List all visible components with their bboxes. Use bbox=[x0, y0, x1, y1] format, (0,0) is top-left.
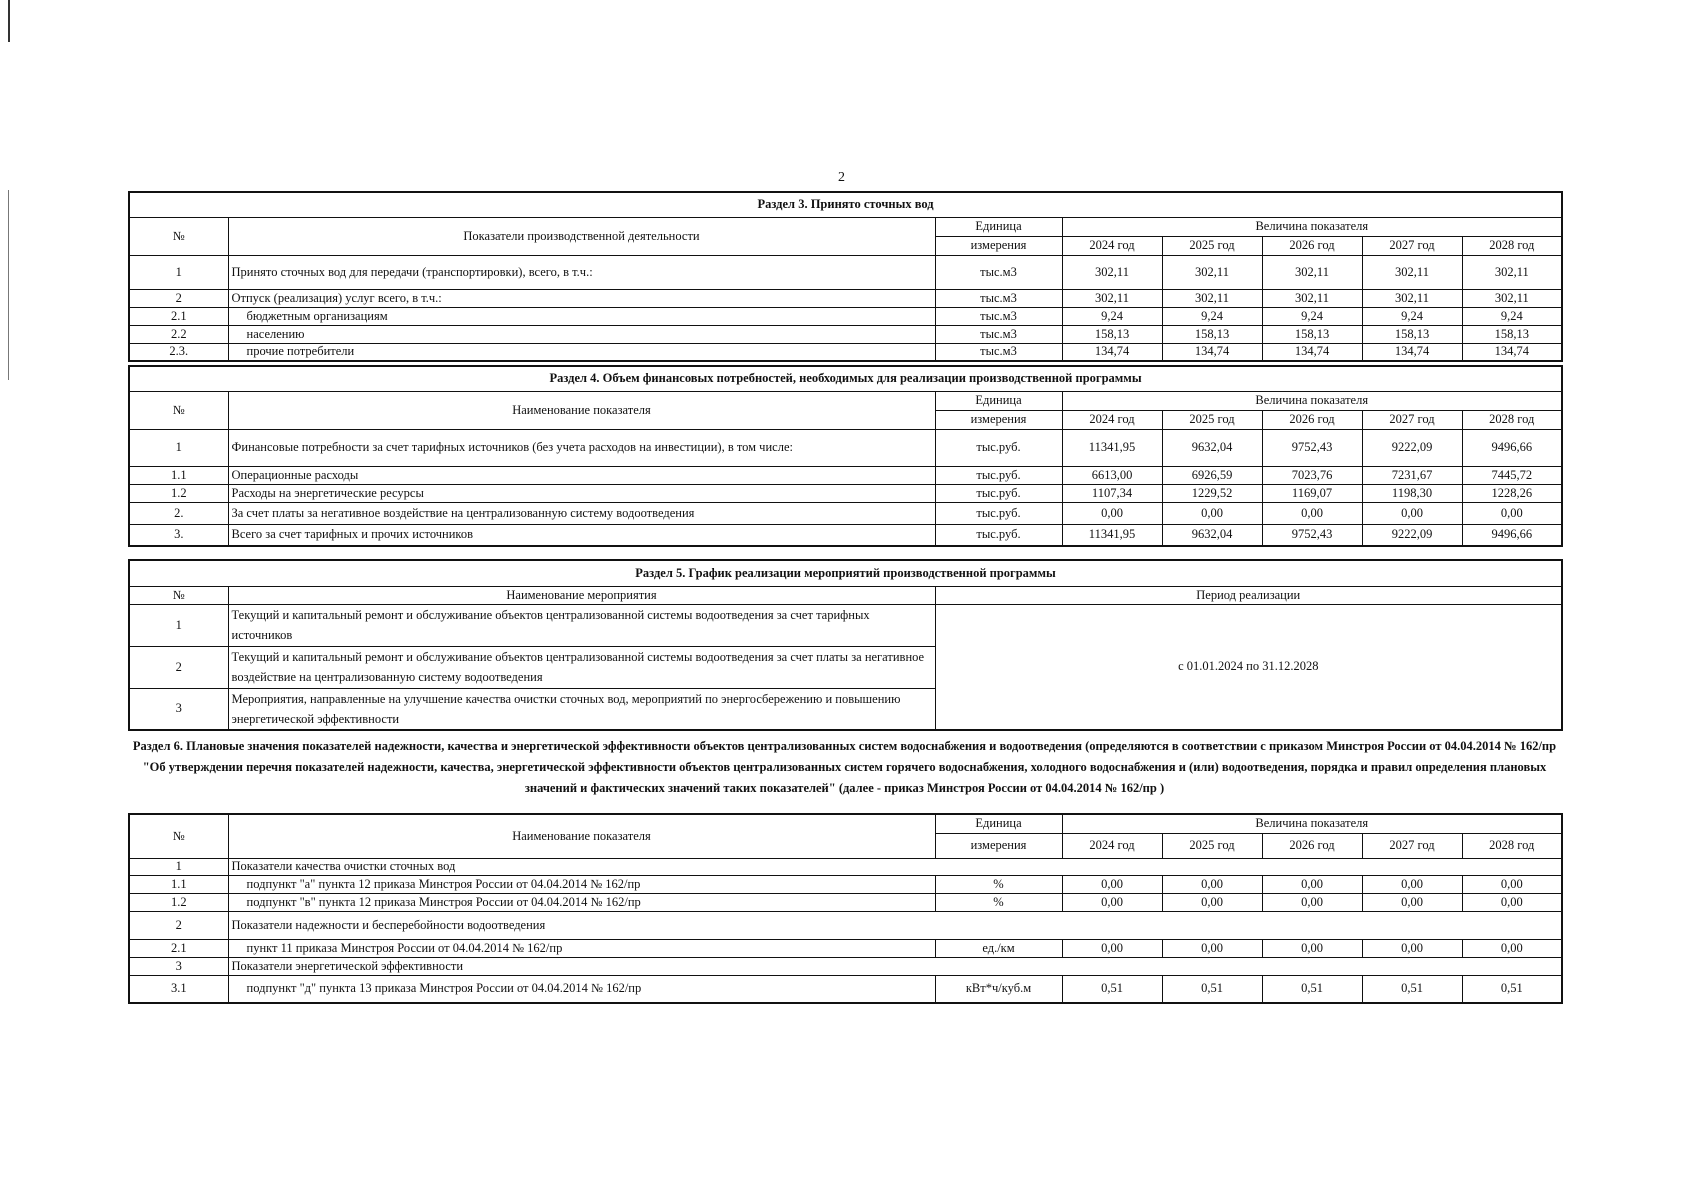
year-header: 2024 год bbox=[1062, 410, 1162, 429]
section-5-title: Раздел 5. График реализации мероприятий производственной программы bbox=[129, 560, 1562, 586]
row-group-name: Показатели качества очистки сточных вод bbox=[228, 858, 1562, 875]
year-header: 2025 год bbox=[1162, 410, 1262, 429]
row-unit: тыс.м3 bbox=[935, 325, 1062, 343]
row-value: 302,11 bbox=[1062, 289, 1162, 307]
section-4-table bbox=[128, 365, 1563, 547]
row-no: 2 bbox=[129, 289, 228, 307]
row-no: 3 bbox=[129, 957, 228, 975]
year-header: 2027 год bbox=[1362, 410, 1462, 429]
year-header: 2025 год bbox=[1162, 236, 1262, 255]
row-value: 9222,09 bbox=[1362, 524, 1462, 546]
table-row bbox=[129, 325, 1562, 343]
row-no: 1.2 bbox=[129, 484, 228, 502]
row-value: 0,00 bbox=[1362, 893, 1462, 911]
row-unit: тыс.м3 bbox=[935, 343, 1062, 361]
year-header: 2024 год bbox=[1062, 833, 1162, 858]
row-name: Всего за счет тарифных и прочих источников bbox=[228, 524, 935, 546]
table-row bbox=[129, 466, 1562, 484]
year-header: 2028 год bbox=[1462, 833, 1562, 858]
section-4-title: Раздел 4. Объем финансовых потребностей, необходимых для реализации производственной программы bbox=[129, 366, 1562, 391]
col-unit-header: Единица bbox=[935, 814, 1062, 833]
row-value: 0,51 bbox=[1062, 975, 1162, 1003]
row-name: населению bbox=[228, 325, 935, 343]
row-unit: тыс.руб. bbox=[935, 429, 1062, 466]
row-value: 302,11 bbox=[1262, 289, 1362, 307]
year-header: 2025 год bbox=[1162, 833, 1262, 858]
col-name-header: Наименование показателя bbox=[228, 814, 935, 858]
col-unit-header-2: измерения bbox=[935, 236, 1062, 255]
row-value: 0,00 bbox=[1362, 875, 1462, 893]
row-value: 134,74 bbox=[1462, 343, 1562, 361]
row-unit: тыс.руб. bbox=[935, 502, 1062, 524]
col-unit-header: Единица bbox=[935, 391, 1062, 410]
row-name: подпункт "а" пункта 12 приказа Минстроя России от 04.04.2014 № 162/пр bbox=[228, 875, 935, 893]
row-value: 158,13 bbox=[1462, 325, 1562, 343]
row-value: 11341,95 bbox=[1062, 524, 1162, 546]
col-no-header: № bbox=[129, 217, 228, 255]
row-no: 3. bbox=[129, 524, 228, 546]
col-unit-header-2: измерения bbox=[935, 833, 1062, 858]
row-no: 1.1 bbox=[129, 875, 228, 893]
row-no: 2.1 bbox=[129, 307, 228, 325]
row-value: 7023,76 bbox=[1262, 466, 1362, 484]
table-row bbox=[129, 502, 1562, 524]
row-name: Текущий и капитальный ремонт и обслуживание объектов централизованной системы водоотведения за счет тарифных источников bbox=[228, 604, 935, 646]
year-header: 2026 год bbox=[1262, 236, 1362, 255]
row-value: 0,00 bbox=[1362, 939, 1462, 957]
row-value: 302,11 bbox=[1462, 255, 1562, 289]
year-header: 2028 год bbox=[1462, 236, 1562, 255]
row-value: 302,11 bbox=[1162, 289, 1262, 307]
row-no: 2 bbox=[129, 646, 228, 688]
row-unit: тыс.м3 bbox=[935, 307, 1062, 325]
row-value: 1198,30 bbox=[1362, 484, 1462, 502]
col-no-header: № bbox=[129, 391, 228, 429]
year-header: 2028 год bbox=[1462, 410, 1562, 429]
row-value: 0,00 bbox=[1162, 893, 1262, 911]
year-header: 2024 год bbox=[1062, 236, 1162, 255]
col-period-header: Период реализации bbox=[935, 586, 1562, 604]
col-value-header: Величина показателя bbox=[1062, 391, 1562, 410]
row-group-name: Показатели надежности и бесперебойности водоотведения bbox=[228, 911, 1562, 939]
row-value: 9222,09 bbox=[1362, 429, 1462, 466]
row-value: 9752,43 bbox=[1262, 524, 1362, 546]
section-3-title: Раздел 3. Принято сточных вод bbox=[129, 192, 1562, 217]
row-group-name: Показатели энергетической эффективности bbox=[228, 957, 1562, 975]
row-value: 0,00 bbox=[1262, 502, 1362, 524]
row-name: прочие потребители bbox=[228, 343, 935, 361]
row-value: 9,24 bbox=[1262, 307, 1362, 325]
row-unit: % bbox=[935, 893, 1062, 911]
row-value: 9,24 bbox=[1062, 307, 1162, 325]
table-row bbox=[129, 893, 1562, 911]
row-no: 1 bbox=[129, 429, 228, 466]
section-6-table bbox=[128, 813, 1563, 1004]
section-3-table bbox=[128, 191, 1563, 362]
row-no: 1 bbox=[129, 604, 228, 646]
row-no: 1.1 bbox=[129, 466, 228, 484]
row-unit: тыс.руб. bbox=[935, 484, 1062, 502]
row-value: 1107,34 bbox=[1062, 484, 1162, 502]
row-value: 0,00 bbox=[1062, 502, 1162, 524]
row-name: подпункт "в" пункта 12 приказа Минстроя России от 04.04.2014 № 162/пр bbox=[228, 893, 935, 911]
row-value: 302,11 bbox=[1362, 255, 1462, 289]
col-name-header: Наименование показателя bbox=[228, 391, 935, 429]
row-value: 9,24 bbox=[1362, 307, 1462, 325]
row-value: 9632,04 bbox=[1162, 429, 1262, 466]
row-value: 0,00 bbox=[1162, 502, 1262, 524]
row-value: 0,00 bbox=[1462, 502, 1562, 524]
col-no-header: № bbox=[129, 814, 228, 858]
row-value: 158,13 bbox=[1162, 325, 1262, 343]
row-no: 2 bbox=[129, 911, 228, 939]
section-5-table bbox=[128, 559, 1563, 731]
year-header: 2026 год bbox=[1262, 410, 1362, 429]
row-value: 0,00 bbox=[1462, 875, 1562, 893]
row-value: 0,00 bbox=[1162, 939, 1262, 957]
row-value: 0,51 bbox=[1362, 975, 1462, 1003]
row-value: 9632,04 bbox=[1162, 524, 1262, 546]
row-unit: % bbox=[935, 875, 1062, 893]
row-value: 9496,66 bbox=[1462, 524, 1562, 546]
row-no: 3.1 bbox=[129, 975, 228, 1003]
table-row bbox=[129, 343, 1562, 361]
table-row bbox=[129, 957, 1562, 975]
row-value: 302,11 bbox=[1062, 255, 1162, 289]
row-value: 0,51 bbox=[1162, 975, 1262, 1003]
row-value: 0,00 bbox=[1262, 893, 1362, 911]
row-unit: тыс.м3 bbox=[935, 289, 1062, 307]
row-value: 0,00 bbox=[1062, 893, 1162, 911]
page-number: 2 bbox=[838, 170, 845, 185]
row-value: 158,13 bbox=[1262, 325, 1362, 343]
table-row bbox=[129, 858, 1562, 875]
row-value: 9752,43 bbox=[1262, 429, 1362, 466]
table-row bbox=[129, 255, 1562, 289]
row-value: 134,74 bbox=[1062, 343, 1162, 361]
col-name-header: Показатели производственной деятельности bbox=[228, 217, 935, 255]
col-no-header: № bbox=[129, 586, 228, 604]
row-unit: тыс.руб. bbox=[935, 466, 1062, 484]
table-row bbox=[129, 484, 1562, 502]
row-value: 1228,26 bbox=[1462, 484, 1562, 502]
row-value: 302,11 bbox=[1362, 289, 1462, 307]
section-6-title: Раздел 6. Плановые значения показателей надежности, качества и энергетической эффективности объектов централизованных систем водоснабжения и водоотведения (определяются в соответствии с приказом Минстроя России от 04.04.2014 № 162/пр "Об утверждении перечня показателей надежности, качества, энергетической эффективности объектов централизованных систем горячего водоснабжения, холодного водоснабжения и (или) водоотведения, порядка и правил определения плановых значений и фактических значений таких показателей" (далее - приказ Минстроя России от 04.04.2014 № 162/пр ) bbox=[132, 739, 1557, 795]
row-unit: кВт*ч/куб.м bbox=[935, 975, 1062, 1003]
row-name: Операционные расходы bbox=[228, 466, 935, 484]
row-name: Принято сточных вод для передачи (транспортировки), всего, в т.ч.: bbox=[228, 255, 935, 289]
row-value: 0,00 bbox=[1162, 875, 1262, 893]
row-value: 0,00 bbox=[1262, 875, 1362, 893]
row-value: 7445,72 bbox=[1462, 466, 1562, 484]
table-row bbox=[129, 289, 1562, 307]
row-value: 302,11 bbox=[1262, 255, 1362, 289]
row-unit: тыс.м3 bbox=[935, 255, 1062, 289]
table-row bbox=[129, 911, 1562, 939]
row-name: пункт 11 приказа Минстроя России от 04.04.2014 № 162/пр bbox=[228, 939, 935, 957]
table-row bbox=[129, 524, 1562, 546]
row-value: 302,11 bbox=[1462, 289, 1562, 307]
table-row bbox=[129, 307, 1562, 325]
row-value: 302,11 bbox=[1162, 255, 1262, 289]
table-row bbox=[129, 975, 1562, 1003]
row-name: За счет платы за негативное воздействие на централизованную систему водоотведения bbox=[228, 502, 935, 524]
period-value: с 01.01.2024 по 31.12.2028 bbox=[935, 604, 1562, 730]
table-row bbox=[129, 604, 1562, 646]
row-value: 0,00 bbox=[1462, 893, 1562, 911]
row-value: 0,00 bbox=[1362, 502, 1462, 524]
row-value: 9496,66 bbox=[1462, 429, 1562, 466]
row-no: 1 bbox=[129, 255, 228, 289]
row-no: 2. bbox=[129, 502, 228, 524]
row-name: подпункт "д" пункта 13 приказа Минстроя России от 04.04.2014 № 162/пр bbox=[228, 975, 935, 1003]
row-value: 0,51 bbox=[1462, 975, 1562, 1003]
row-value: 134,74 bbox=[1162, 343, 1262, 361]
row-value: 6926,59 bbox=[1162, 466, 1262, 484]
row-value: 134,74 bbox=[1362, 343, 1462, 361]
row-unit: ед./км bbox=[935, 939, 1062, 957]
col-value-header: Величина показателя bbox=[1062, 217, 1562, 236]
row-value: 1169,07 bbox=[1262, 484, 1362, 502]
row-no: 1.2 bbox=[129, 893, 228, 911]
scan-edge-mark bbox=[8, 190, 9, 380]
row-value: 11341,95 bbox=[1062, 429, 1162, 466]
table-row bbox=[129, 429, 1562, 466]
row-no: 2.2 bbox=[129, 325, 228, 343]
col-unit-header: Единица bbox=[935, 217, 1062, 236]
row-name: Текущий и капитальный ремонт и обслуживание объектов централизованной системы водоотведения за счет платы за негативное воздействие на централизованную систему водоотведения bbox=[228, 646, 935, 688]
row-value: 0,00 bbox=[1062, 939, 1162, 957]
row-value: 9,24 bbox=[1162, 307, 1262, 325]
table-row bbox=[129, 875, 1562, 893]
row-value: 1229,52 bbox=[1162, 484, 1262, 502]
row-value: 0,51 bbox=[1262, 975, 1362, 1003]
row-no: 1 bbox=[129, 858, 228, 875]
year-header: 2027 год bbox=[1362, 236, 1462, 255]
row-value: 134,74 bbox=[1262, 343, 1362, 361]
row-no: 2.1 bbox=[129, 939, 228, 957]
col-value-header: Величина показателя bbox=[1062, 814, 1562, 833]
row-value: 0,00 bbox=[1262, 939, 1362, 957]
row-value: 9,24 bbox=[1462, 307, 1562, 325]
row-value: 158,13 bbox=[1062, 325, 1162, 343]
col-name-header: Наименование мероприятия bbox=[228, 586, 935, 604]
row-value: 158,13 bbox=[1362, 325, 1462, 343]
row-name: Отпуск (реализация) услуг всего, в т.ч.: bbox=[228, 289, 935, 307]
table-row bbox=[129, 939, 1562, 957]
row-name: Финансовые потребности за счет тарифных источников (без учета расходов на инвестиции), в том числе: bbox=[228, 429, 935, 466]
row-value: 6613,00 bbox=[1062, 466, 1162, 484]
row-value: 7231,67 bbox=[1362, 466, 1462, 484]
row-name: Расходы на энергетические ресурсы bbox=[228, 484, 935, 502]
scan-edge-mark bbox=[8, 0, 10, 42]
row-name: бюджетным организациям bbox=[228, 307, 935, 325]
row-no: 3 bbox=[129, 688, 228, 730]
row-value: 0,00 bbox=[1062, 875, 1162, 893]
year-header: 2027 год bbox=[1362, 833, 1462, 858]
row-no: 2.3. bbox=[129, 343, 228, 361]
row-unit: тыс.руб. bbox=[935, 524, 1062, 546]
row-value: 0,00 bbox=[1462, 939, 1562, 957]
col-unit-header-2: измерения bbox=[935, 410, 1062, 429]
row-name: Мероприятия, направленные на улучшение качества очистки сточных вод, мероприятий по энергосбережению и повышению энергетической эффективности bbox=[228, 688, 935, 730]
year-header: 2026 год bbox=[1262, 833, 1362, 858]
